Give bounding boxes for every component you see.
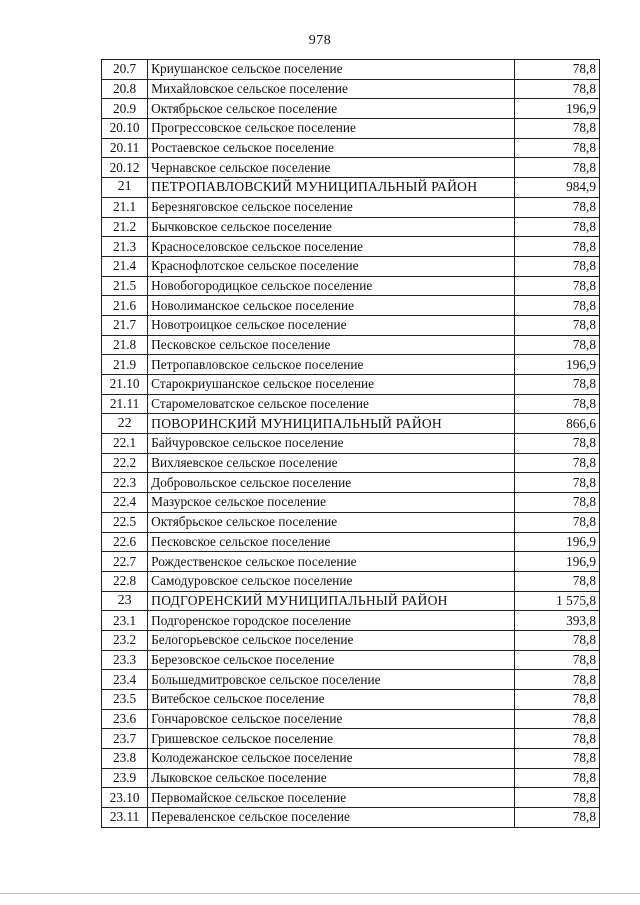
- row-value-cell: 1 575,8: [514, 591, 599, 611]
- row-number-cell: 21.1: [102, 197, 148, 217]
- row-number-cell: 23.1: [102, 611, 148, 631]
- row-name-cell: Красноселовское сельское поселение: [148, 237, 514, 257]
- row-name-cell: ПОДГОРЕНСКИЙ МУНИЦИПАЛЬНЫЙ РАЙОН: [148, 591, 514, 611]
- settlement-row: [102, 453, 600, 473]
- settlement-row: [102, 552, 600, 572]
- row-value-cell: 78,8: [514, 138, 599, 158]
- row-number-cell: 22.2: [102, 453, 148, 473]
- row-value-cell: 78,8: [514, 690, 599, 710]
- row-value-cell: 78,8: [514, 217, 599, 237]
- page-edge-line: [0, 893, 640, 894]
- row-value-cell: 393,8: [514, 611, 599, 631]
- settlement-row: [102, 473, 600, 493]
- row-number-cell: 23.10: [102, 788, 148, 808]
- settlement-row: [102, 355, 600, 375]
- row-number-cell: 22.6: [102, 532, 148, 552]
- row-name-cell: Краснофлотское сельское поселение: [148, 256, 514, 276]
- row-number-cell: 21.10: [102, 375, 148, 395]
- settlement-row: [102, 611, 600, 631]
- allocation-table: [101, 59, 600, 828]
- row-number-cell: 20.8: [102, 79, 148, 99]
- row-number-cell: 23: [102, 591, 148, 611]
- row-value-cell: 78,8: [514, 434, 599, 454]
- row-name-cell: Старокриушанское сельское поселение: [148, 375, 514, 395]
- row-value-cell: 78,8: [514, 571, 599, 591]
- district-row: [102, 591, 600, 611]
- row-name-cell: Переваленское сельское поселение: [148, 808, 514, 828]
- row-name-cell: Лыковское сельское поселение: [148, 768, 514, 788]
- district-row: [102, 178, 600, 198]
- settlement-row: [102, 197, 600, 217]
- row-number-cell: 23.9: [102, 768, 148, 788]
- row-value-cell: 866,6: [514, 414, 599, 434]
- row-number-cell: 23.8: [102, 749, 148, 769]
- row-name-cell: Витебское сельское поселение: [148, 690, 514, 710]
- row-value-cell: 78,8: [514, 650, 599, 670]
- row-number-cell: 22.8: [102, 571, 148, 591]
- row-value-cell: 78,8: [514, 788, 599, 808]
- row-value-cell: 78,8: [514, 256, 599, 276]
- row-name-cell: Гончаровское сельское поселение: [148, 709, 514, 729]
- row-name-cell: Бычковское сельское поселение: [148, 217, 514, 237]
- settlement-row: [102, 99, 600, 119]
- settlement-row: [102, 375, 600, 395]
- settlement-row: [102, 788, 600, 808]
- row-name-cell: Старомеловатское сельское поселение: [148, 394, 514, 414]
- row-value-cell: 78,8: [514, 296, 599, 316]
- settlement-row: [102, 808, 600, 828]
- settlement-row: [102, 158, 600, 178]
- settlement-row: [102, 296, 600, 316]
- settlement-row: [102, 237, 600, 257]
- settlement-row: [102, 79, 600, 99]
- row-number-cell: 23.6: [102, 709, 148, 729]
- settlement-row: [102, 138, 600, 158]
- settlement-row: [102, 749, 600, 769]
- row-value-cell: 78,8: [514, 276, 599, 296]
- row-number-cell: 20.10: [102, 119, 148, 139]
- row-name-cell: Большедмитровское сельское поселение: [148, 670, 514, 690]
- settlement-row: [102, 315, 600, 335]
- row-value-cell: 78,8: [514, 375, 599, 395]
- settlement-row: [102, 630, 600, 650]
- row-value-cell: 78,8: [514, 630, 599, 650]
- row-name-cell: ПЕТРОПАВЛОВСКИЙ МУНИЦИПАЛЬНЫЙ РАЙОН: [148, 178, 514, 198]
- row-number-cell: 21.6: [102, 296, 148, 316]
- settlement-row: [102, 256, 600, 276]
- row-value-cell: 78,8: [514, 119, 599, 139]
- row-value-cell: 196,9: [514, 355, 599, 375]
- row-number-cell: 23.3: [102, 650, 148, 670]
- row-value-cell: 196,9: [514, 532, 599, 552]
- settlement-row: [102, 493, 600, 513]
- row-number-cell: 23.7: [102, 729, 148, 749]
- row-name-cell: Новолиманское сельское поселение: [148, 296, 514, 316]
- row-number-cell: 21.11: [102, 394, 148, 414]
- row-name-cell: Новобогородицкое сельское поселение: [148, 276, 514, 296]
- row-number-cell: 20.11: [102, 138, 148, 158]
- row-name-cell: Песковское сельское поселение: [148, 532, 514, 552]
- row-number-cell: 21.2: [102, 217, 148, 237]
- row-name-cell: Ростаевское сельское поселение: [148, 138, 514, 158]
- row-name-cell: Прогрессовское сельское поселение: [148, 119, 514, 139]
- settlement-row: [102, 434, 600, 454]
- settlement-row: [102, 729, 600, 749]
- row-value-cell: 78,8: [514, 749, 599, 769]
- row-name-cell: Гришевское сельское поселение: [148, 729, 514, 749]
- row-value-cell: 78,8: [514, 394, 599, 414]
- row-number-cell: 23.5: [102, 690, 148, 710]
- row-name-cell: Мазурское сельское поселение: [148, 493, 514, 513]
- settlement-row: [102, 60, 600, 80]
- row-name-cell: ПОВОРИНСКИЙ МУНИЦИПАЛЬНЫЙ РАЙОН: [148, 414, 514, 434]
- row-name-cell: Петропавловское сельское поселение: [148, 355, 514, 375]
- row-number-cell: 21.3: [102, 237, 148, 257]
- row-value-cell: 78,8: [514, 237, 599, 257]
- row-number-cell: 22.7: [102, 552, 148, 572]
- row-name-cell: Березовское сельское поселение: [148, 650, 514, 670]
- settlement-row: [102, 119, 600, 139]
- row-name-cell: Песковское сельское поселение: [148, 335, 514, 355]
- settlement-row: [102, 512, 600, 532]
- row-name-cell: Михайловское сельское поселение: [148, 79, 514, 99]
- row-number-cell: 23.4: [102, 670, 148, 690]
- row-value-cell: 78,8: [514, 158, 599, 178]
- row-value-cell: 78,8: [514, 315, 599, 335]
- row-value-cell: 78,8: [514, 60, 599, 80]
- row-name-cell: Березняговское сельское поселение: [148, 197, 514, 217]
- row-name-cell: Байчуровское сельское поселение: [148, 434, 514, 454]
- row-number-cell: 21: [102, 178, 148, 198]
- row-name-cell: Первомайское сельское поселение: [148, 788, 514, 808]
- row-number-cell: 22.1: [102, 434, 148, 454]
- row-value-cell: 78,8: [514, 453, 599, 473]
- row-name-cell: Колодежанское сельское поселение: [148, 749, 514, 769]
- row-value-cell: 984,9: [514, 178, 599, 198]
- row-number-cell: 22.3: [102, 473, 148, 493]
- row-name-cell: Рождественское сельское поселение: [148, 552, 514, 572]
- row-value-cell: 78,8: [514, 79, 599, 99]
- row-name-cell: Чернавское сельское поселение: [148, 158, 514, 178]
- row-number-cell: 22.5: [102, 512, 148, 532]
- row-name-cell: Подгоренское городское поселение: [148, 611, 514, 631]
- row-value-cell: 78,8: [514, 197, 599, 217]
- row-value-cell: 78,8: [514, 729, 599, 749]
- settlement-row: [102, 532, 600, 552]
- row-name-cell: Октябрьское сельское поселение: [148, 99, 514, 119]
- settlement-row: [102, 768, 600, 788]
- row-value-cell: 78,8: [514, 670, 599, 690]
- page-number: 978: [308, 33, 332, 48]
- settlement-row: [102, 394, 600, 414]
- row-value-cell: 78,8: [514, 808, 599, 828]
- settlement-row: [102, 670, 600, 690]
- row-value-cell: 196,9: [514, 552, 599, 572]
- settlement-row: [102, 690, 600, 710]
- row-number-cell: 21.7: [102, 315, 148, 335]
- row-value-cell: 78,8: [514, 768, 599, 788]
- row-number-cell: 20.7: [102, 60, 148, 80]
- row-number-cell: 20.9: [102, 99, 148, 119]
- row-name-cell: Октябрьское сельское поселение: [148, 512, 514, 532]
- settlement-row: [102, 650, 600, 670]
- row-number-cell: 21.5: [102, 276, 148, 296]
- row-number-cell: 21.9: [102, 355, 148, 375]
- row-value-cell: 78,8: [514, 512, 599, 532]
- row-number-cell: 23.2: [102, 630, 148, 650]
- row-number-cell: 23.11: [102, 808, 148, 828]
- row-number-cell: 21.4: [102, 256, 148, 276]
- row-number-cell: 22: [102, 414, 148, 434]
- row-name-cell: Криушанское сельское поселение: [148, 60, 514, 80]
- settlement-row: [102, 709, 600, 729]
- district-row: [102, 414, 600, 434]
- row-name-cell: Добровольское сельское поселение: [148, 473, 514, 493]
- settlement-row: [102, 335, 600, 355]
- row-number-cell: 20.12: [102, 158, 148, 178]
- settlement-row: [102, 571, 600, 591]
- allocation-table-body: [102, 60, 600, 828]
- settlement-row: [102, 276, 600, 296]
- row-value-cell: 78,8: [514, 493, 599, 513]
- row-number-cell: 22.4: [102, 493, 148, 513]
- row-value-cell: 78,8: [514, 473, 599, 493]
- settlement-row: [102, 217, 600, 237]
- row-name-cell: Белогорьевское сельское поселение: [148, 630, 514, 650]
- row-number-cell: 21.8: [102, 335, 148, 355]
- row-value-cell: 78,8: [514, 335, 599, 355]
- row-value-cell: 78,8: [514, 709, 599, 729]
- row-value-cell: 196,9: [514, 99, 599, 119]
- row-name-cell: Вихляевское сельское поселение: [148, 453, 514, 473]
- row-name-cell: Самодуровское сельское поселение: [148, 571, 514, 591]
- row-name-cell: Новотроицкое сельское поселение: [148, 315, 514, 335]
